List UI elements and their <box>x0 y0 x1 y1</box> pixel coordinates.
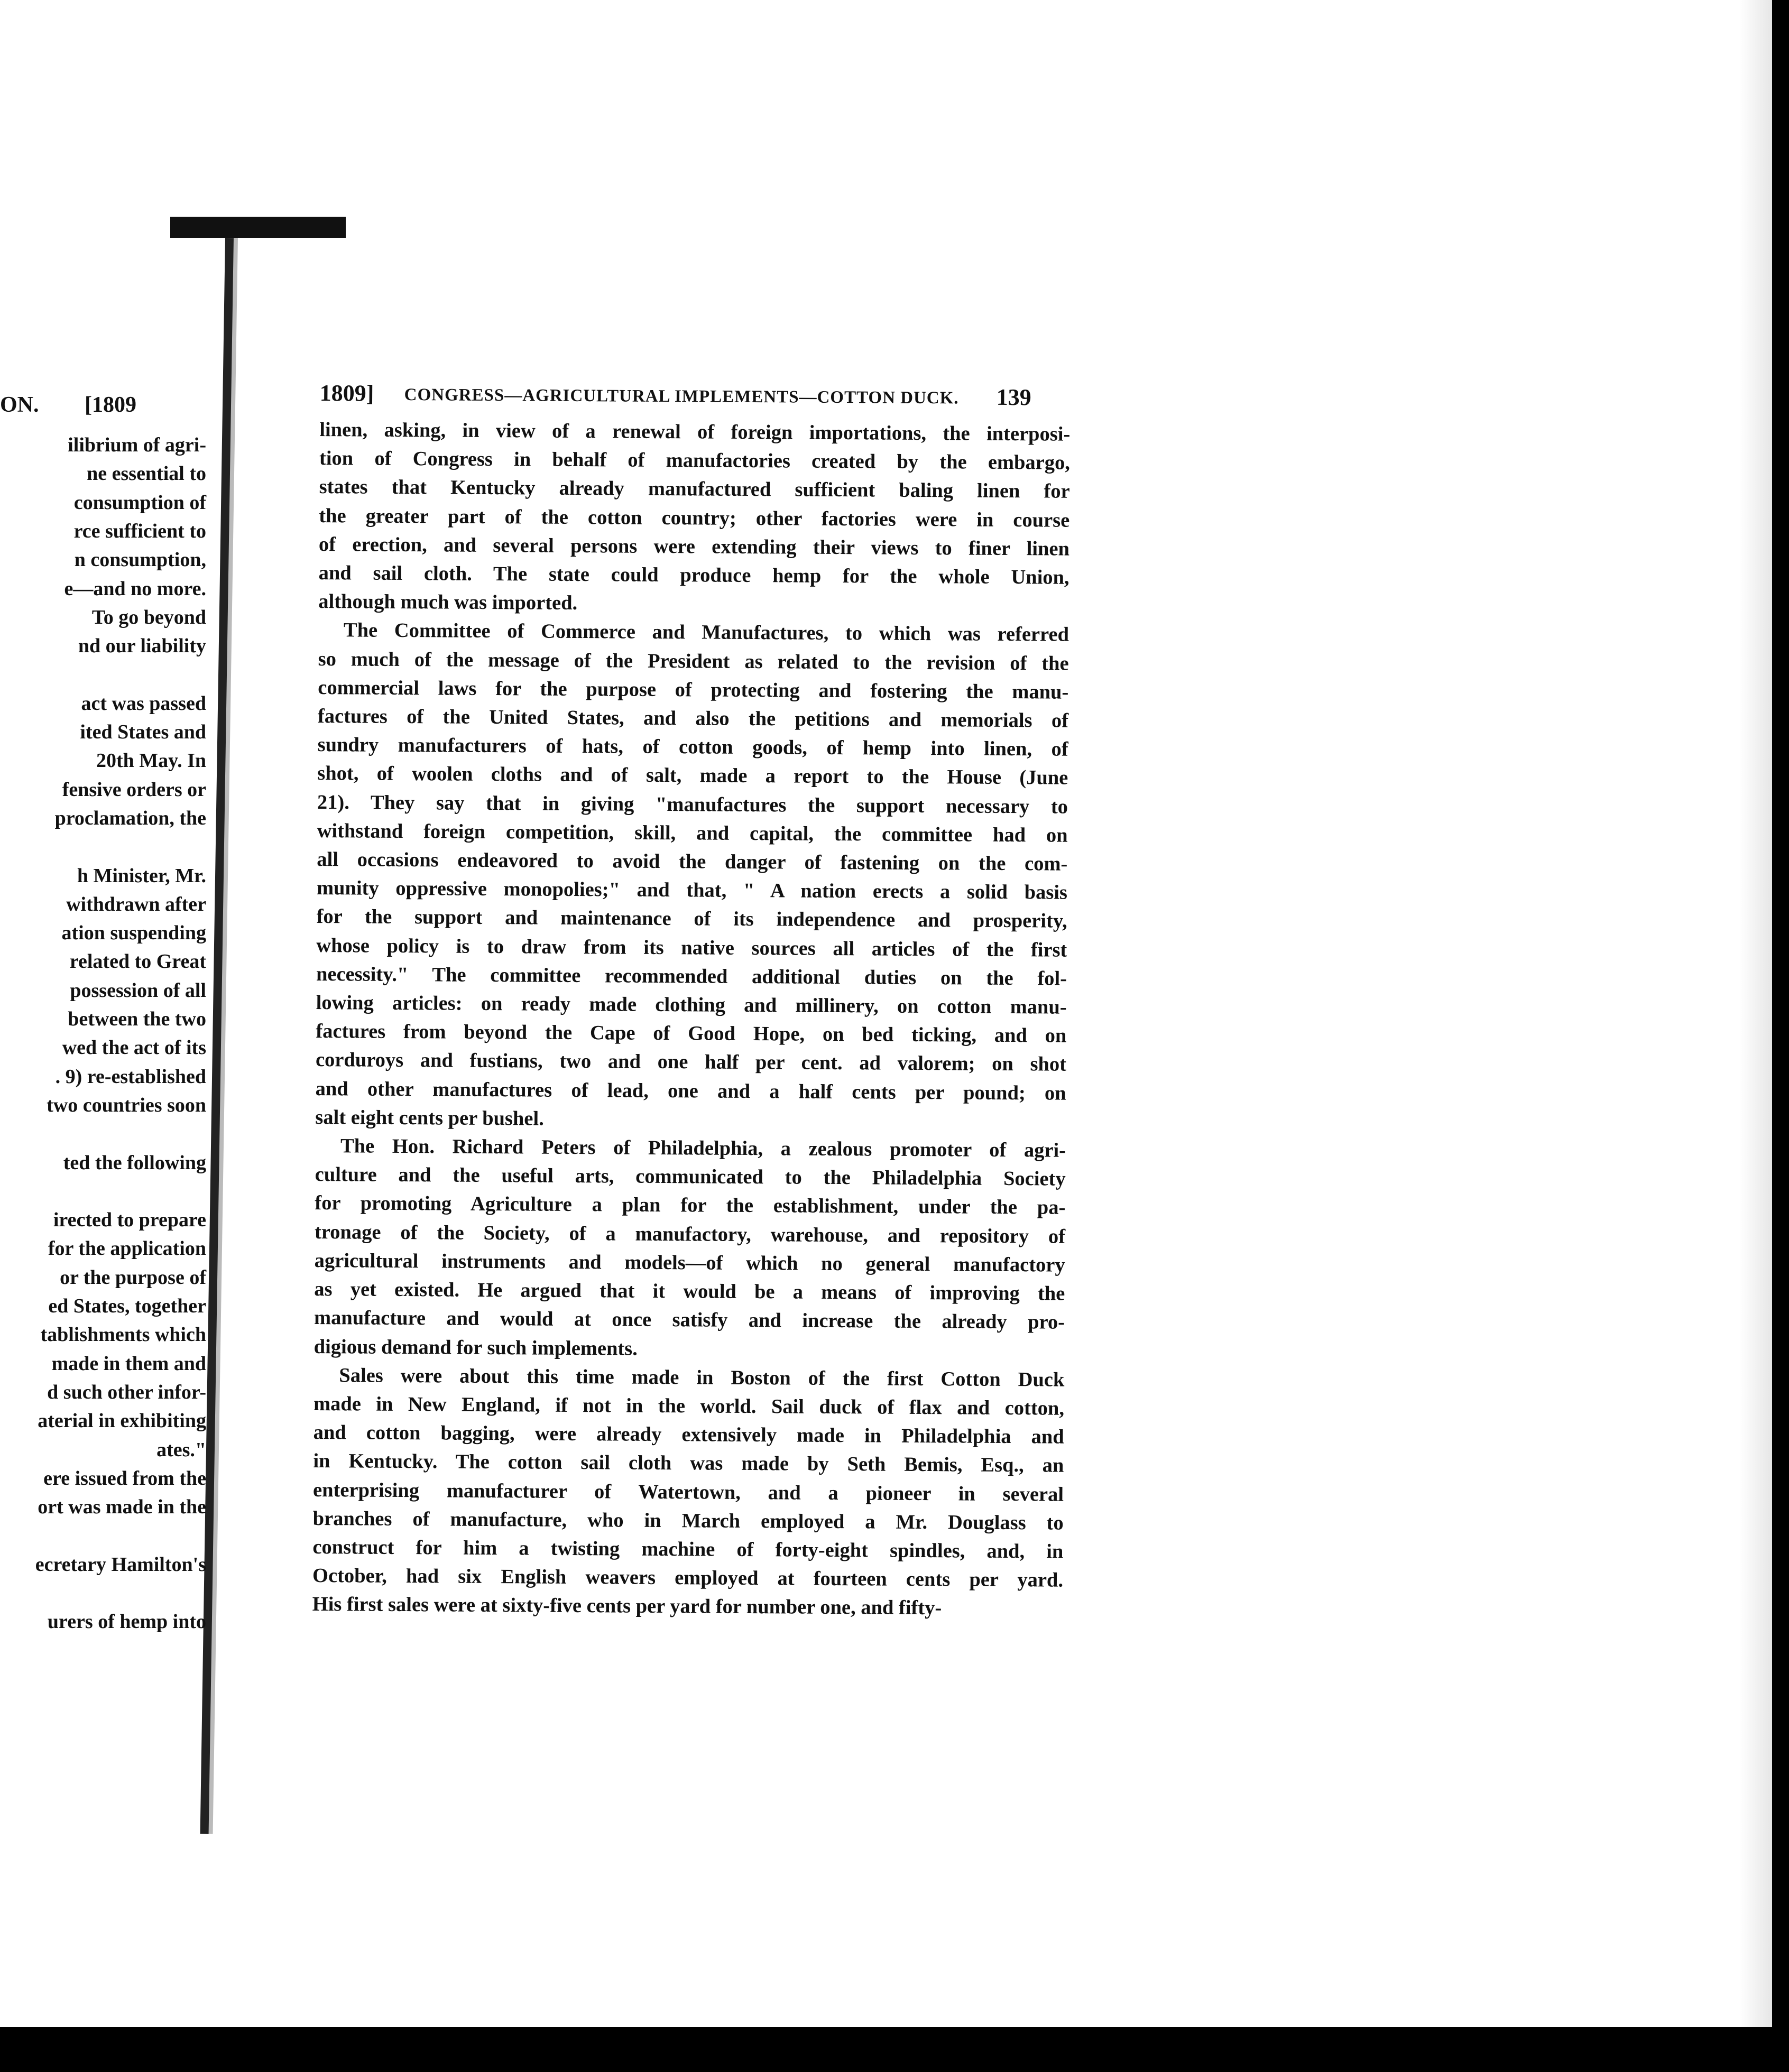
text-line: linen, asking, in view of a renewal of foreign importations, the interposi- <box>319 418 1071 446</box>
page-header <box>319 370 1070 420</box>
text-line: munity oppressive monopolies;" and that, " A nation erects a solid basis <box>316 877 1068 904</box>
previous-page-line: 20th May. In <box>96 750 206 772</box>
previous-page-line: wed the act of its <box>62 1037 206 1059</box>
text-line: construct for him a twisting machine of forty-eight spindles, and, in <box>312 1536 1064 1563</box>
text-line: manufacture and would at once satisfy and increase the already pro- <box>313 1307 1065 1334</box>
previous-page-line: proclamation, the <box>54 807 206 829</box>
previous-page-header-year: [1809 <box>85 393 136 417</box>
text-line: in Kentucky. The cotton sail cloth was made by Seth Bemis, Esq., an <box>313 1450 1064 1477</box>
text-line: states that Kentucky already manufactured sufficient baling linen for <box>319 476 1070 503</box>
previous-page-line: withdrawn after <box>66 893 206 915</box>
previous-page-column <box>0 0 211 1744</box>
text-line: tronage of the Society, of a manufactory, warehouse, and repository of <box>314 1220 1066 1248</box>
previous-page-line: To go beyond <box>91 606 206 628</box>
text-line: and sail cloth. The state could produce hemp for the whole Union, <box>318 562 1069 589</box>
text-line: so much of the message of the President as related to the revision of the <box>318 648 1069 675</box>
text-line: corduroys and fustians, two and one half per cent. ad valorem; on shot <box>315 1049 1067 1076</box>
text-line: for promoting Agriculture a plan for the establishment, under the pa- <box>315 1192 1066 1219</box>
previous-page-line: fensive orders or <box>62 778 206 801</box>
text-line: culture and the useful arts, communicated to the Philadelphia Society <box>315 1163 1066 1190</box>
text-line: lowing articles: on ready made clothing and millinery, on cotton manu- <box>316 992 1067 1019</box>
previous-page-line: . 9) re-established <box>55 1065 206 1088</box>
previous-page-line: consumption of <box>73 491 206 514</box>
scan-border-right <box>1772 0 1789 2072</box>
text-line: for the support and maintenance of its independence and prosperity, <box>316 905 1067 933</box>
previous-page-line: ed States, together <box>48 1295 206 1317</box>
page-number: 139 <box>996 384 1031 411</box>
page-body <box>312 415 1071 1623</box>
previous-page-line: tablishments which <box>40 1324 206 1346</box>
previous-page-line: ited States and <box>80 721 206 743</box>
previous-page-line: ecretary Hamilton's <box>35 1553 206 1576</box>
text-line: commercial laws for the purpose of protecting and fostering the manu- <box>318 676 1069 704</box>
text-line: 21). They say that in giving "manufactures the support necessary to <box>317 791 1068 818</box>
text-line: made in New England, if not in the world. Sail duck of flax and cotton, <box>313 1392 1065 1420</box>
text-line: necessity." The committee recommended additional duties on the fol- <box>316 963 1067 990</box>
text-line: The Hon. Richard Peters of Philadelphia, a zealous promoter of agri- <box>340 1135 1066 1162</box>
previous-page-line: possession of all <box>70 979 206 1002</box>
previous-page-line: ation suspending <box>61 922 206 945</box>
text-line: of erection, and several persons were extending their views to finer linen <box>318 533 1070 560</box>
page-header-year: 1809] <box>319 380 374 406</box>
text-line: salt eight cents per bushel. <box>315 1106 544 1130</box>
previous-page-line: made in them and <box>51 1352 206 1375</box>
text-line: as yet existed. He argued that it would be a means of improving the <box>314 1278 1065 1305</box>
text-line: withstand foreign competition, skill, and capital, the committee had on <box>317 819 1068 847</box>
text-line: all occasions endeavored to avoid the danger of fastening on the com- <box>317 848 1068 875</box>
previous-page-line: ted the following <box>63 1151 206 1174</box>
previous-page-line: related to Great <box>69 950 206 973</box>
text-line: agricultural instruments and models—of which no general manufactory <box>314 1249 1065 1276</box>
text-line: whose policy is to draw from its native sources all articles of the first <box>316 934 1067 961</box>
page-edge-shadow <box>1739 0 1772 2027</box>
scan-border-bottom <box>0 2027 1789 2072</box>
previous-page-line: e—and no more. <box>64 577 206 600</box>
previous-page-line: irected to prepare <box>53 1209 206 1232</box>
previous-page-line: h Minister, Mr. <box>77 864 206 887</box>
previous-page-line: ates." <box>156 1438 206 1461</box>
text-line: The Committee of Commerce and Manufactures, to which was referred <box>343 619 1069 646</box>
previous-page-line: for the application <box>48 1237 206 1260</box>
text-line: enterprising manufacturer of Watertown, and a pioneer in several <box>312 1478 1064 1506</box>
text-line: His first sales were at sixty-five cents per yard for number one, and fifty- <box>312 1593 942 1620</box>
previous-page-line: urers of hemp into <box>47 1611 206 1633</box>
text-line: the greater part of the cotton country; other factories were in course <box>319 504 1070 532</box>
paragraph <box>314 1132 1066 1365</box>
previous-page-line: two countries soon <box>47 1094 206 1116</box>
document-page <box>312 370 1071 1623</box>
previous-page-line: nd our liability <box>78 635 206 658</box>
text-line: sundry manufacturers of hats, of cotton goods, of hemp into linen, of <box>317 734 1068 761</box>
text-line: factures from beyond the Cape of Good Hope, on bed ticking, and on <box>316 1020 1067 1047</box>
text-line: Sales were about this time made in Boston of the first Cotton Duck <box>339 1364 1065 1391</box>
previous-page-line: ilibrium of agri- <box>68 434 206 456</box>
previous-page-line: ere issued from the <box>43 1467 206 1490</box>
previous-page-line: n consumption, <box>74 549 206 571</box>
running-title: CONGRESS—AGRICULTURAL IMPLEMENTS—COTTON DUCK. <box>404 385 959 408</box>
previous-page-line: ne essential to <box>87 462 206 485</box>
text-line: branches of manufacture, who in March employed a Mr. Douglass to <box>312 1507 1064 1534</box>
previous-page-line: ort was made in the <box>38 1496 206 1519</box>
text-line: factures of the United States, and also the petitions and memorials of <box>317 705 1069 732</box>
text-line: and cotton bagging, were already extensively made in Philadelphia and <box>313 1421 1064 1448</box>
paragraph <box>312 1361 1065 1623</box>
text-line: tion of Congress in behalf of manufactories created by the embargo, <box>319 447 1071 474</box>
previous-page-line: between the two <box>68 1008 206 1030</box>
previous-page-line: or the purpose of <box>60 1266 206 1289</box>
previous-page-line: d such other infor- <box>47 1381 206 1403</box>
paragraph <box>318 415 1070 621</box>
previous-page-line: act was passed <box>81 692 206 715</box>
previous-page-line: aterial in exhibiting <box>38 1410 206 1432</box>
text-line: although much was imported. <box>318 590 578 615</box>
text-line: digious demand for such implements. <box>313 1335 638 1360</box>
paragraph <box>315 616 1069 1136</box>
text-line: shot, of woolen cloths and of salt, made a report to the House (June <box>317 762 1068 790</box>
previous-page-header-fragment: ON. <box>0 393 39 417</box>
text-line: and other manufactures of lead, one and a half cents per pound; on <box>315 1077 1066 1105</box>
previous-page-line: rce sufficient to <box>73 520 206 542</box>
text-line: October, had six English weavers employed at fourteen cents per yard. <box>312 1565 1064 1592</box>
